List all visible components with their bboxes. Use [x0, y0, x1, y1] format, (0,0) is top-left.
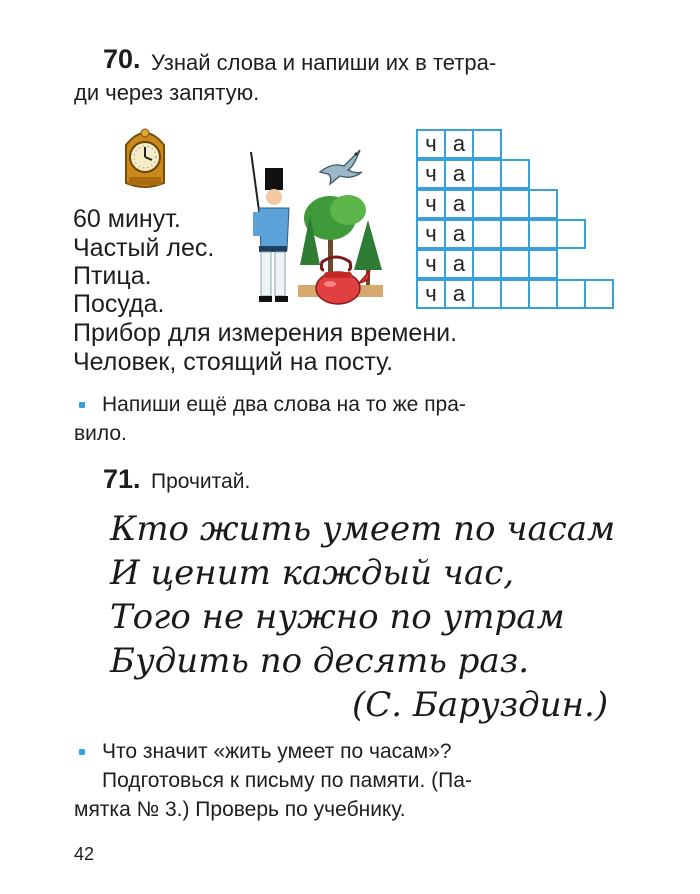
crossword-cell: ч	[416, 219, 446, 249]
crossword-cell: ч	[416, 279, 446, 309]
clue-1: 60 минут.	[73, 205, 181, 233]
kettle-illustration	[310, 250, 372, 306]
crossword-cell: а	[444, 279, 474, 309]
exercise-70-instruction-line2: ди через запятую.	[74, 80, 260, 105]
crossword-row	[416, 279, 612, 309]
crossword-cell: ч	[416, 129, 446, 159]
page-number: 42	[74, 844, 95, 864]
clue-3: Птица.	[73, 262, 152, 290]
clue-4: Посуда.	[73, 290, 165, 318]
crossword-row	[416, 219, 584, 249]
crossword-cell: а	[444, 219, 474, 249]
crossword-cell: а	[444, 159, 474, 189]
crossword-cell	[528, 219, 558, 249]
crossword-cell	[500, 159, 530, 189]
task-line1: Напиши ещё два слова на то же пра-	[102, 393, 466, 416]
crossword-cell	[472, 219, 502, 249]
crossword-cell	[472, 279, 502, 309]
question-bullet	[79, 749, 85, 755]
prep-line1: Подготовься к письму по памяти. (Па-	[102, 769, 472, 792]
crossword-cell	[472, 159, 502, 189]
crossword-cell	[556, 219, 586, 249]
crossword-cell	[500, 279, 530, 309]
crossword-cell	[472, 129, 502, 159]
crossword-cell	[500, 219, 530, 249]
question-text: Что значит «жить умеет по часам»?	[102, 740, 452, 763]
bird-illustration	[316, 144, 364, 186]
exercise-70-instruction-line1: Узнай слова и напиши их в тетра-	[151, 50, 497, 75]
crossword-row	[416, 159, 528, 189]
crossword-cell	[556, 279, 586, 309]
crossword-cell: а	[444, 129, 474, 159]
clue-5: Прибор для измерения времени.	[73, 319, 458, 347]
crossword-row	[416, 189, 556, 219]
exercise-71-title: Прочитай.	[151, 470, 251, 493]
poem-line-4: Будить по десять раз.	[110, 641, 530, 681]
crossword-row	[416, 249, 556, 279]
clock-illustration	[120, 125, 170, 191]
exercise-70-number: 70.	[103, 44, 141, 74]
crossword-cell: а	[444, 249, 474, 279]
crossword-cell	[528, 189, 558, 219]
clue-2: Частый лес.	[73, 234, 215, 262]
crossword-cell: ч	[416, 159, 446, 189]
crossword-row	[416, 129, 500, 159]
clue-6: Человек, стоящий на посту.	[73, 348, 394, 376]
crossword-cell	[528, 249, 558, 279]
crossword-cell	[528, 279, 558, 309]
task-bullet	[79, 402, 85, 408]
poem-line-3: Того не нужно по утрам	[110, 597, 565, 637]
poem-author: (С. Баруздин.)	[352, 685, 609, 725]
exercise-71-number: 71.	[103, 464, 141, 494]
prep-line2: мятка № 3.) Проверь по учебнику.	[74, 798, 406, 821]
crossword-cell	[584, 279, 614, 309]
crossword-cell	[500, 249, 530, 279]
task-line2: вило.	[74, 422, 127, 445]
crossword-cell	[472, 189, 502, 219]
crossword-cell: а	[444, 189, 474, 219]
crossword-cell	[472, 249, 502, 279]
poem-line-1: Кто жить умеет по часам	[110, 509, 616, 549]
soldier-illustration	[245, 150, 295, 305]
crossword-cell: ч	[416, 189, 446, 219]
poem-line-2: И ценит каждый час,	[110, 553, 515, 593]
crossword-cell	[500, 189, 530, 219]
crossword-cell: ч	[416, 249, 446, 279]
